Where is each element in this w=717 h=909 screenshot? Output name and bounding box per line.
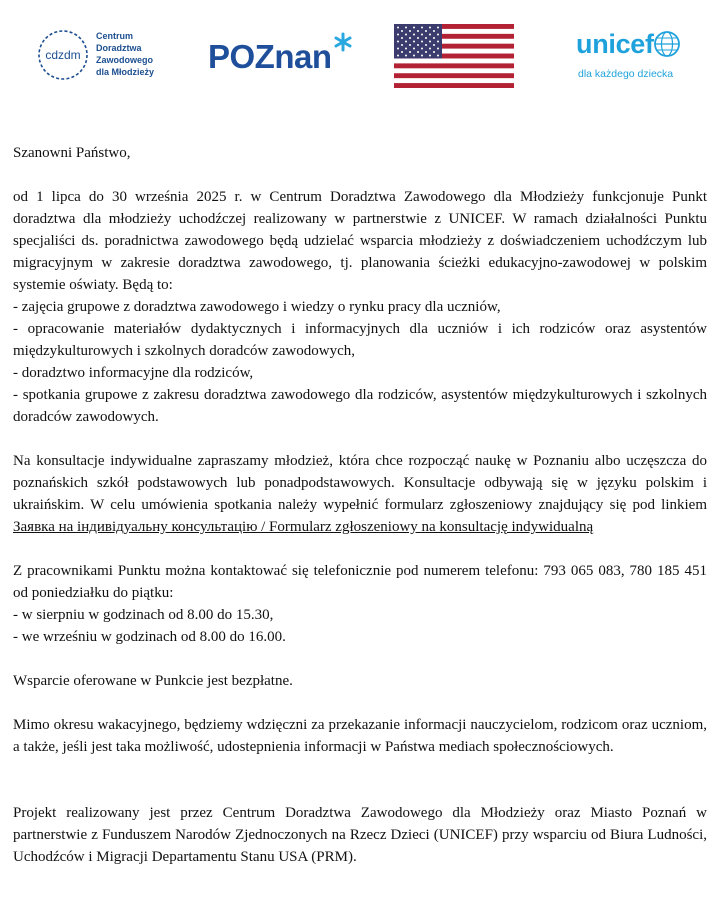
activity-item: - opracowanie materiałów dydaktycznych i informacyjnych dla uczniów i ich rodziców oraz asystentów międzykulturowych i szkolnych doradców zawodowych, (13, 321, 707, 359)
consultation-text: Na konsultacje indywidualne zapraszamy młodzież, która chce rozpocząć naukę w Poznaniu albo uczęszcza do poznańskich szkół podstawowych lub ponadpodstawowych. Konsultacje odbywają się w języku polskim i ukraińskim. W celu umówienia spotkania należy wypełnić formularz zgłoszeniowy znajdujący się pod linkiem (13, 453, 707, 513)
unicef-logo (570, 28, 690, 88)
unicef-wordmark: unicef (576, 29, 654, 59)
globe-icon (654, 31, 680, 57)
activity-item: - spotkania grupowe z zakresu doradztwa zawodowego dla rodziców, asystentów międzykulturowych i szkolnych doradców zawodowych. (13, 387, 707, 425)
free-support-paragraph: Wsparcie oferowane w Punkcie jest bezpłatne. (13, 673, 293, 689)
hours-item: - we wrześniu w godzinach od 8.00 do 16.00. (13, 629, 286, 645)
asterisk-icon (333, 32, 353, 52)
consultation-paragraph (13, 450, 707, 538)
activity-item: - doradztwo informacyjne dla rodziców, (13, 365, 254, 381)
cdzdm-name (96, 30, 154, 78)
poznan-logo (208, 32, 358, 78)
cdzdm-mark: cdzdm (45, 48, 81, 62)
cdzdm-line: Zawodowego (96, 55, 153, 65)
letter-body (13, 142, 707, 868)
contact-paragraph: Z pracownikami Punktu można kontaktować się telefonicznie pod numerem telefonu: 793 065 083, 780 185 451 od poniedziałku do piątku: (13, 563, 707, 601)
cdzdm-line: Doradztwa (96, 43, 142, 53)
logo-row (0, 0, 717, 100)
request-paragraph: Mimo okresu wakacyjnego, będziemy wdzięczni za przekazanie informacji nauczycielom, rodzicom oraz uczniom, a także, jeśli jest taka możliwość, udostepnienia informacji w Państwa mediach społecznościowych. (13, 717, 707, 755)
usa-flag-icon (394, 24, 514, 88)
unicef-tagline: dla każdego dziecka (578, 68, 674, 80)
project-footer: Projekt realizowany jest przez Centrum Doradztwa Zawodowego dla Młodzieży oraz Miasto Poznań w partnerstwie z Funduszem Narodów Zjednoczonych na Rzecz Dzieci (UNICEF) przy wsparciu od Biura Ludności, Uchodźców i Migracji Departamentu Stanu USA (PRM). (13, 805, 707, 865)
salutation: Szanowni Państwo, (13, 145, 131, 161)
cdzdm-logo (36, 28, 176, 90)
registration-form-link[interactable]: Заявка на індивідуальну консультацію / Formularz zgłoszeniowy na konsultację indywidualną (13, 519, 594, 535)
cdzdm-line: dla Młodzieży (96, 67, 155, 77)
cdzdm-circle-icon (36, 28, 90, 82)
cdzdm-line: Centrum (96, 31, 134, 41)
activity-item: - zajęcia grupowe z doradztwa zawodowego i wiedzy o rynku pracy dla uczniów, (13, 299, 501, 315)
intro-paragraph: od 1 lipca do 30 września 2025 r. w Centrum Doradztwa Zawodowego dla Młodzieży funkcjonuje Punkt doradztwa dla młodzieży uchodźczej realizowany w partnerstwie z UNICEF. W ramach działalności Punktu specjaliści ds. poradnictwa zawodowego będą udzielać wsparcia młodzieży z doświadczeniem uchodźczym lub migracyjnym w zakresie doradztwa zawodowego, tj. planowania ścieżki edukacyjno-zawodowej w polskim systemie oświaty. Będą to: (13, 189, 707, 293)
hours-item: - w sierpniu w godzinach od 8.00 do 15.30, (13, 607, 274, 623)
poznan-wordmark: POZnan (208, 38, 332, 75)
